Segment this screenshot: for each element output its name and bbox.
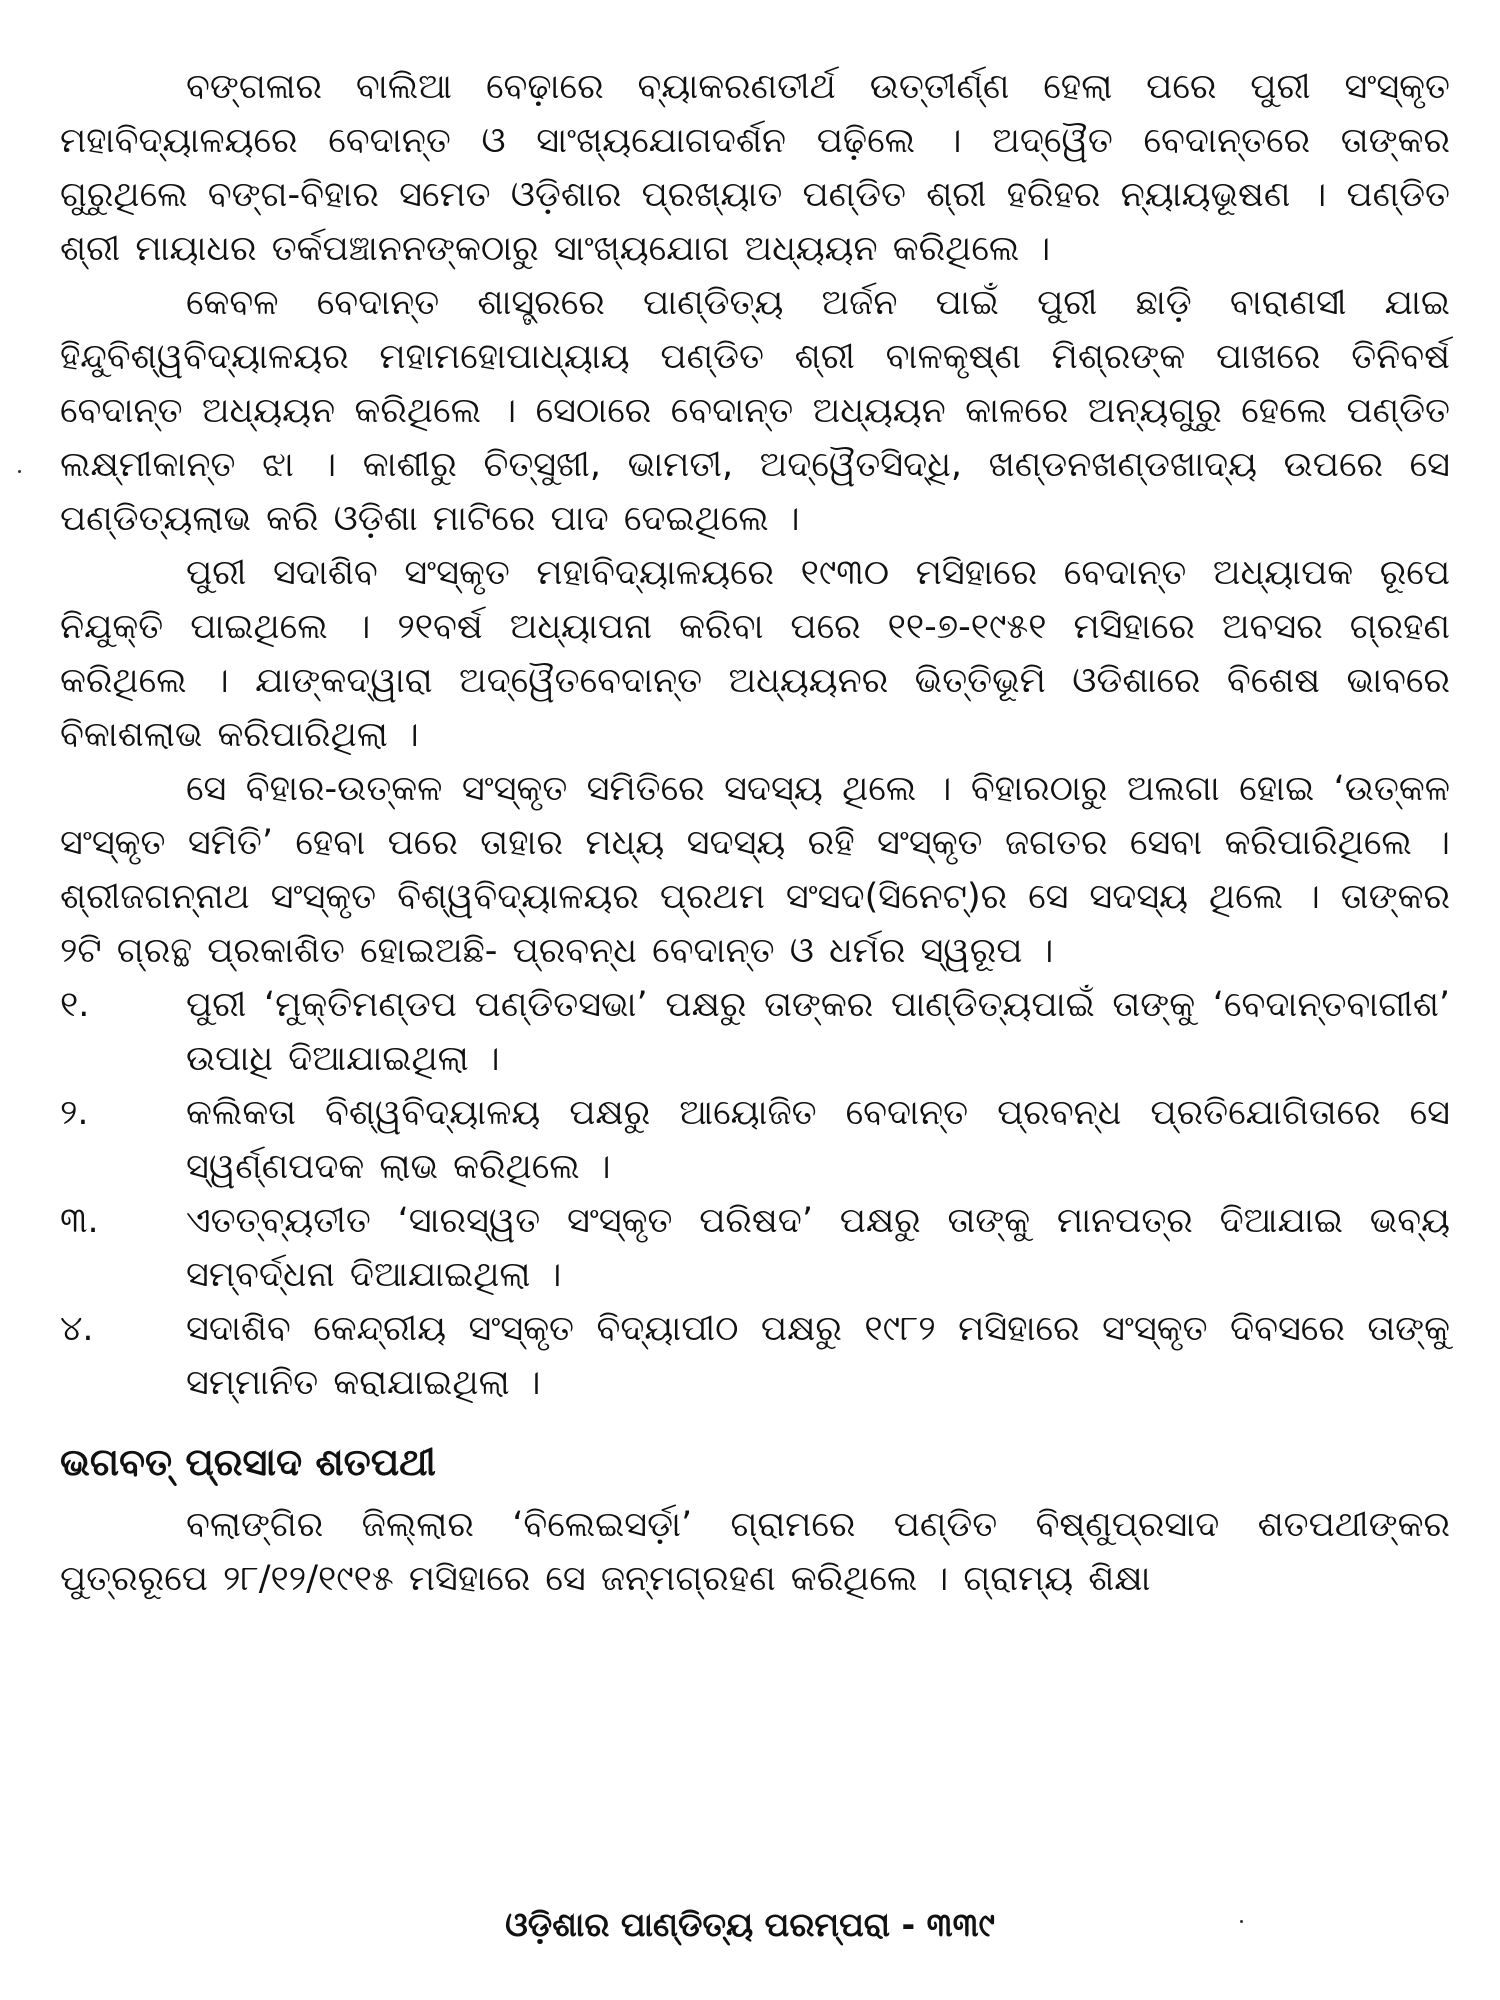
paragraph-3: ପୁରୀ ସଦାଶିବ ସଂସ୍କୃତ ମହାବିଦ୍ୟାଳୟରେ ୧୯୩୦ ମସିହାରେ ବେଦାନ୍ତ ଅଧ୍ୟାପକ ରୂପେ ନିଯୁକ୍ତି ପାଇଥିଲେ । ୨୧ବର୍ଷ ଅଧ୍ୟାପନା କରିବା ପରେ ୧୧-୭-୧୯୫୧ ମସିହାରେ ଅବସର ଗ୍ରହଣ କରିଥିଲେ । ଯାଙ୍କଦ୍ୱାରା ଅଦ୍ୱୈତବେଦାନ୍ତ ଅଧ୍ୟୟନର ଭିତ୍ତିଭୂମି ଓଡିଶାରେ ବିଶେଷ ଭାବରେ ବିକାଶଲାଭ କରିପାରିଥିଲା । <box>60 553 1450 755</box>
section-heading: ଭଗବତ୍ ପ୍ରସାଦ ଶତପଥୀ <box>60 1440 436 1484</box>
list-number: ୩. <box>60 1201 99 1241</box>
closing-paragraph: ବଲାଙ୍ଗିର ଜିଲ୍ଲାର ‘ବିଲେଇସର୍ଡ଼ା’ ଗ୍ରାମରେ ପଣ୍ଡିତ ବିଷ୍ଣୁପ୍ରସାଦ ଶତପଥୀଙ୍କର ପୁତ୍ରରୂପେ ୨୮/୧୨/୧୯୧୫ ମସିହାରେ ସେ ଜନ୍ମଗ୍ରହଣ କରିଥିଲେ । ଗ୍ରାମ୍ୟ ଶିକ୍ଷା <box>60 1505 1450 1599</box>
list-text: କଲିକତା ବିଶ୍ୱବିଦ୍ୟାଳୟ ପକ୍ଷରୁ ଆୟୋଜିତ ବେଦାନ୍ତ ପ୍ରବନ୍ଧ ପ୍ରତିଯୋଗିତାରେ ସେ ସ୍ୱର୍ଣ୍ଣପଦକ ଲାଭ କରିଥିଲେ । <box>186 1093 1450 1187</box>
list-item <box>60 1194 1450 1302</box>
list-item <box>60 1086 1450 1194</box>
paragraph-4: ସେ ବିହାର-ଉତ୍କଳ ସଂସ୍କୃତ ସମିତିରେ ସଦସ୍ୟ ଥିଲେ । ବିହାରଠାରୁ ଅଲଗା ହୋଇ ‘ଉତ୍କଳ ସଂସ୍କୃତ ସମିତି’ ହେବା ପରେ ତାହାର ମଧ୍ୟ ସଦସ୍ୟ ରହି ସଂସ୍କୃତ ଜଗତର ସେବା କରିପାରିଥିଲେ । ଶ୍ରୀଜଗନ୍ନାଥ ସଂସ୍କୃତ ବିଶ୍ୱବିଦ୍ୟାଳୟର ପ୍ରଥମ ସଂସଦ(ସିନେଟ୍)ର ସେ ସଦସ୍ୟ ଥିଲେ । ତାଙ୍କର ୨ଟି ଗ୍ରନ୍ଥ ପ୍ରକାଶିତ ହୋଇଅଛି- ପ୍ରବନ୍ଧ ବେଦାନ୍ତ ଓ ଧର୍ମର ସ୍ୱରୂପ । <box>60 769 1450 971</box>
list-number: ୨. <box>60 1093 89 1133</box>
list-text: ପୁରୀ ‘ମୁକ୍ତିମଣ୍ଡପ ପଣ୍ଡିତସଭା’ ପକ୍ଷରୁ ତାଙ୍କର ପାଣ୍ଡିତ୍ୟପାଇଁ ତାଙ୍କୁ ‘ବେଦାନ୍ତବାଗୀଶ’ ଉପାଧି ଦିଆଯାଇଥିଲା । <box>186 985 1450 1079</box>
achievements-list <box>60 978 1450 1410</box>
page-footer: ଓଡ଼ିଶାର ପାଣ୍ଡିତ୍ୟ ପରମ୍ପରା - ୩୩୯ <box>505 1905 995 1944</box>
list-text: ସଦାଶିବ କେନ୍ଦ୍ରୀୟ ସଂସ୍କୃତ ବିଦ୍ୟାପୀଠ ପକ୍ଷରୁ ୧୯୮୨ ମସିହାରେ ସଂସ୍କୃତ ଦିବସରେ ତାଙ୍କୁ ସମ୍ମାନିତ କରାଯାଇଥିଲା । <box>186 1309 1450 1403</box>
paragraph-2: କେବଳ ବେଦାନ୍ତ ଶାସ୍ତ୍ରରେ ପାଣ୍ଡିତ୍ୟ ଅର୍ଜନ ପାଇଁ ପୁରୀ ଛାଡ଼ି ବାରାଣସୀ ଯାଇ ହିନ୍ଦୁବିଶ୍ୱବିଦ୍ୟାଳୟର ମହାମହୋପାଧ୍ୟାୟ ପଣ୍ଡିତ ଶ୍ରୀ ବାଳକୃଷ୍ଣ ମିଶ୍ରଙ୍କ ପାଖରେ ତିନିବର୍ଷ ବେଦାନ୍ତ ଅଧ୍ୟୟନ କରିଥିଲେ । ସେଠାରେ ବେଦାନ୍ତ ଅଧ୍ୟୟନ କାଳରେ ଅନ୍ୟଗୁରୁ ହେଲେ ପଣ୍ଡିତ ଲକ୍ଷ୍ମୀକାନ୍ତ ଝା । କାଶୀରୁ ଚିତ୍‌ସୁଖୀ, ଭାମତୀ, ଅଦ୍ୱୈତସିଦ୍ଧି, ଖଣ୍ଡନଖଣ୍ଡଖାଦ୍ୟ ଉପରେ ସେ ପଣ୍ଡିତ୍ୟଲାଭ କରି ଓଡ଼ିଶା ମାଟିରେ ପାଦ ଦେଇଥିଲେ । <box>60 283 1450 539</box>
list-text: ଏତତ୍‌ବ୍ୟତୀତ ‘ସାରସ୍ୱତ ସଂସ୍କୃତ ପରିଷଦ’ ପକ୍ଷରୁ ତାଙ୍କୁ ମାନପତ୍ର ଦିଆଯାଇ ଭବ୍ୟ ସମ୍ବର୍ଦ୍ଧନା ଦିଆଯାଇଥିଲା । <box>186 1201 1450 1295</box>
list-item <box>60 978 1450 1086</box>
paragraph-1: ବଙ୍ଗଳାର ବାଲିଆ ବେଢ଼ାରେ ବ୍ୟାକରଣତୀର୍ଥ ଉତ୍ତୀର୍ଣ୍ଣ ହେଲା ପରେ ପୁରୀ ସଂସ୍କୃତ ମହାବିଦ୍ୟାଳୟରେ ବେଦାନ୍ତ ଓ ସାଂଖ୍ୟଯୋଗଦର୍ଶନ ପଢ଼ିଲେ । ଅଦ୍ୱୈତ ବେଦାନ୍ତରେ ତାଙ୍କର ଗୁରୁଥିଲେ ବଙ୍ଗ-ବିହାର ସମେତ ଓଡ଼ିଶାର ପ୍ରଖ୍ୟାତ ପଣ୍ଡିତ ଶ୍ରୀ ହରିହର ନ୍ୟାୟଭୂଷଣ । ପଣ୍ଡିତ ଶ୍ରୀ ମାୟାଧର ତର୍କପଞ୍ଚାନନଙ୍କଠାରୁ ସାଂଖ୍ୟଯୋଗ ଅଧ୍ୟୟନ କରିଥିଲେ । <box>60 67 1450 269</box>
list-number: ୧. <box>60 985 90 1025</box>
scan-speck <box>18 470 21 473</box>
list-number: ୪. <box>60 1309 94 1349</box>
list-item <box>60 1302 1450 1410</box>
document-page <box>60 60 1450 1960</box>
scan-speck <box>1240 1920 1243 1923</box>
